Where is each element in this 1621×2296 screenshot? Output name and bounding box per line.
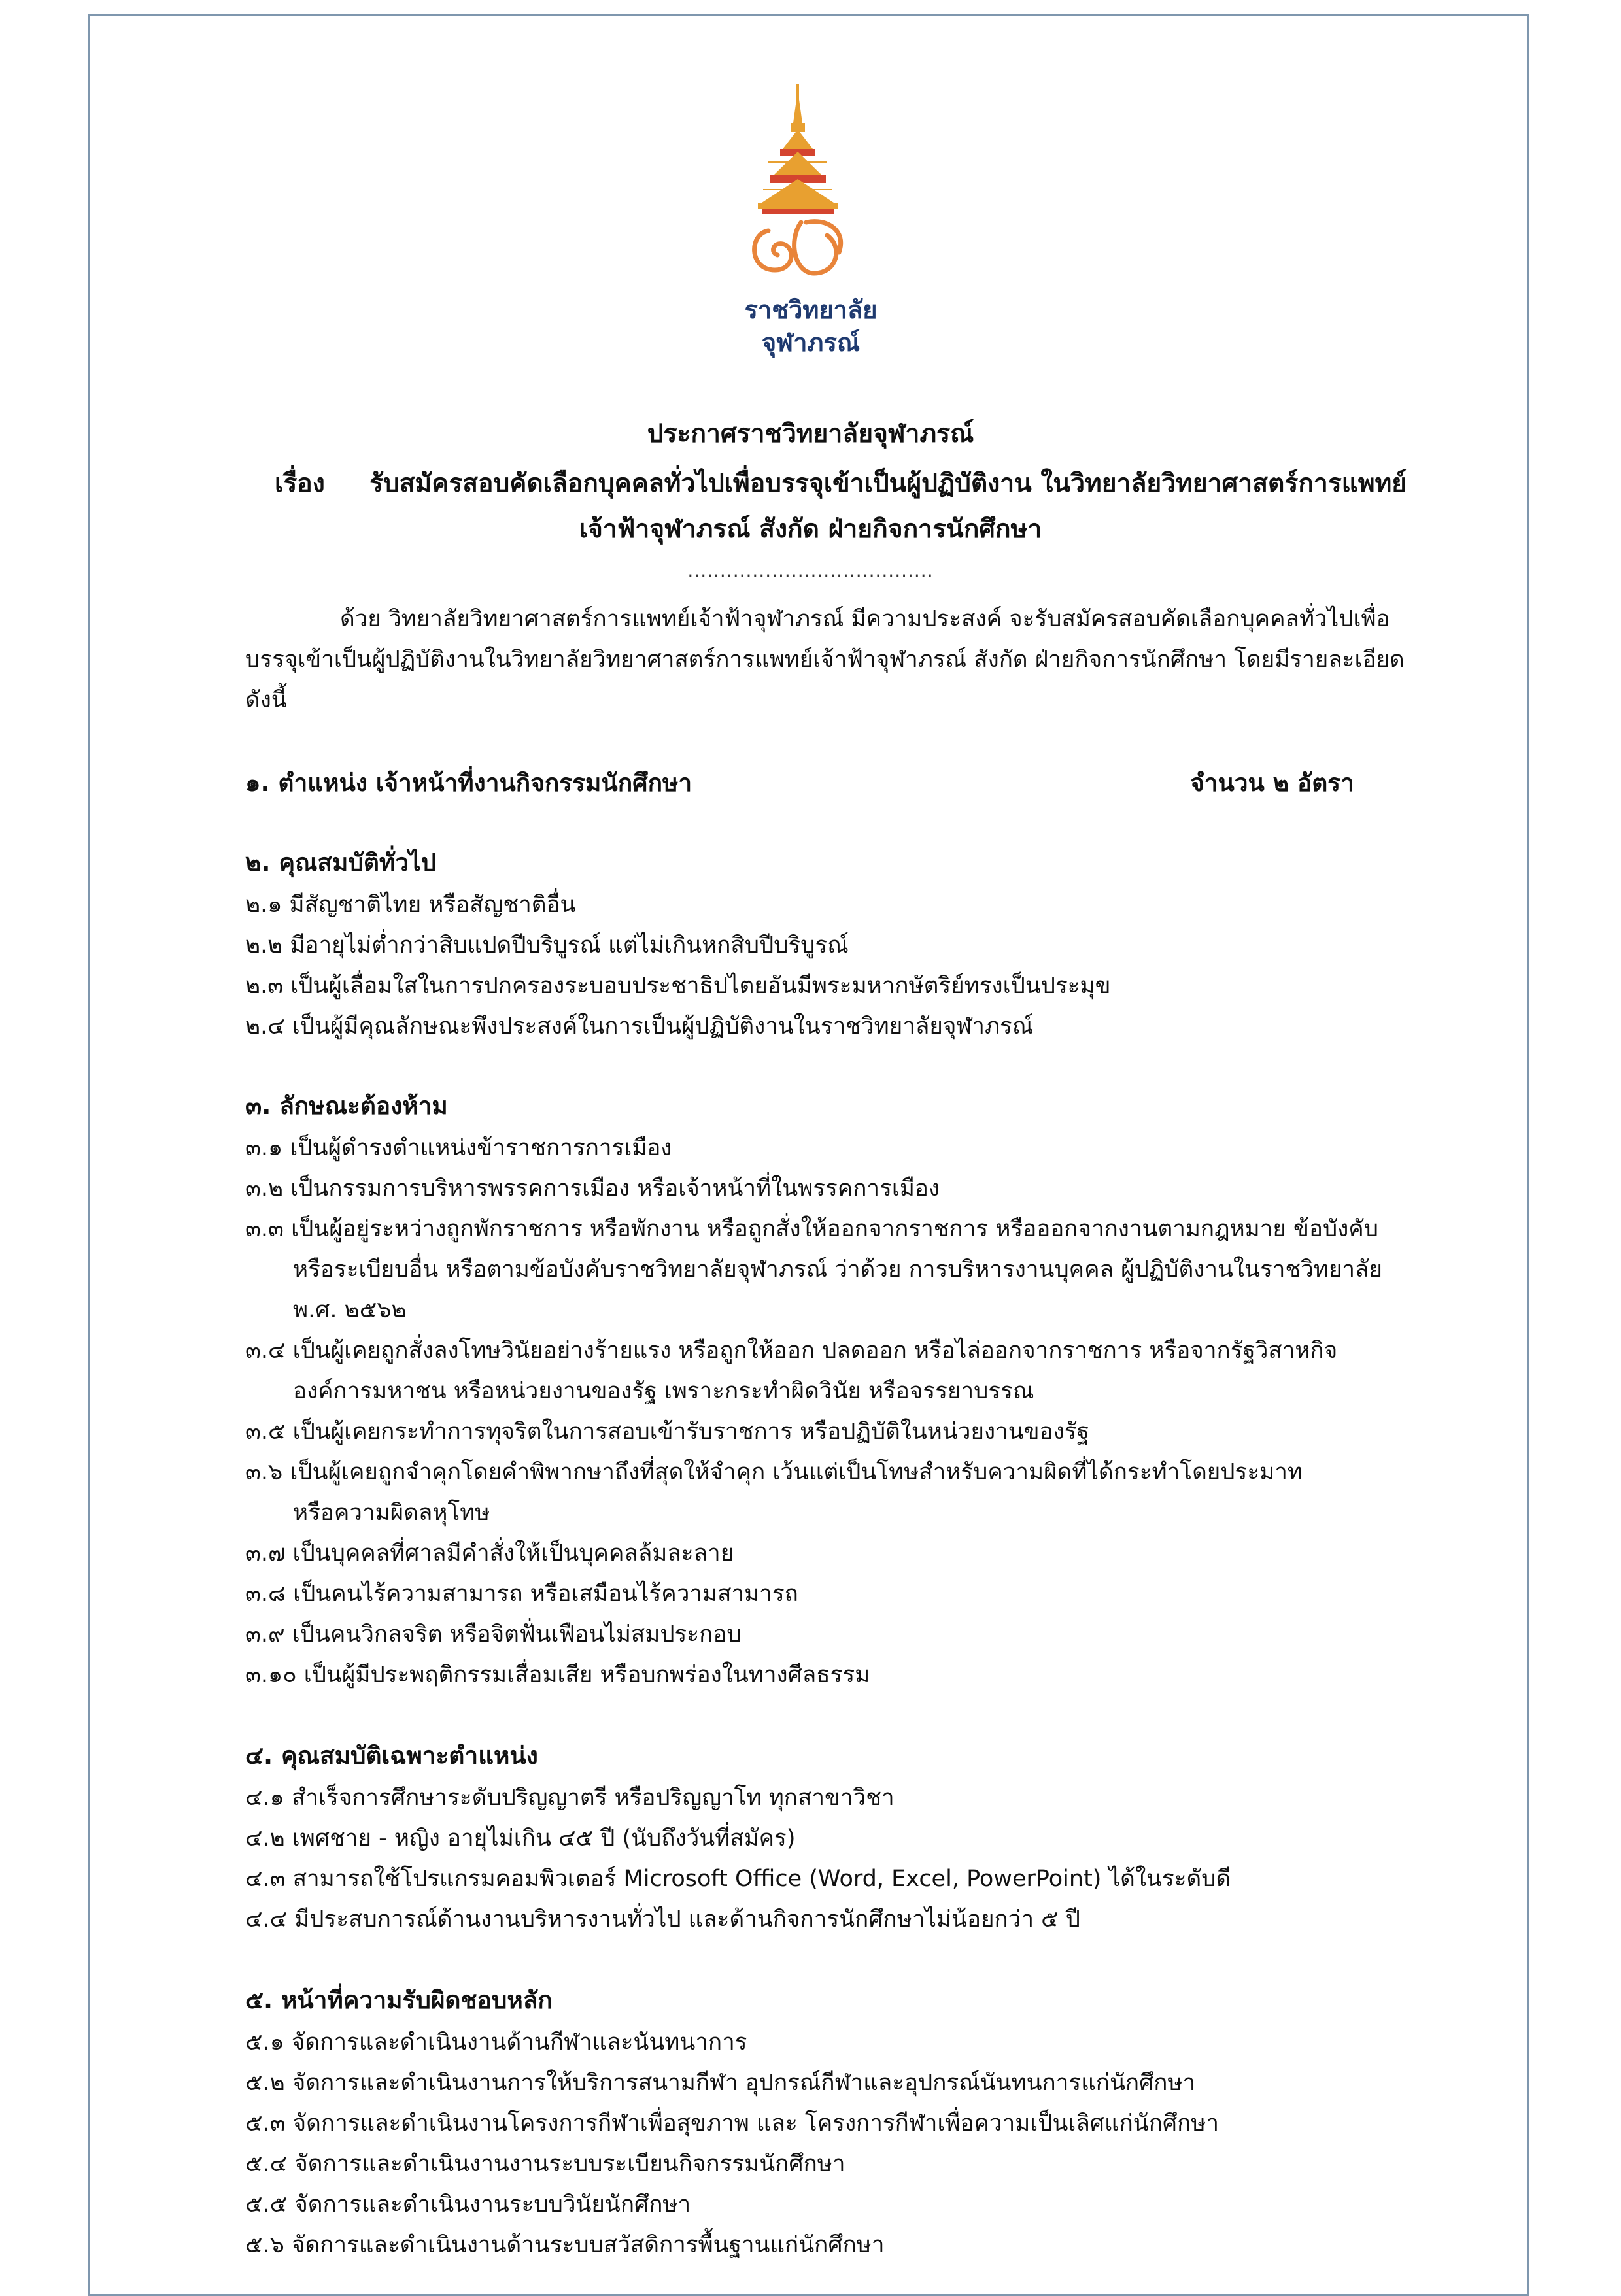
list-item: ๓.๘ เป็นคนไร้ความสามารถ หรือเสมือนไร้ความสามารถ — [245, 1581, 798, 1607]
list-item: ๒.๓ เป็นผู้เลื่อมใสในการปกครองระบอบประชาธิปไตยอันมีพระมหากษัตริย์ทรงเป็นประมุข — [245, 973, 1111, 999]
announcement-title: ประกาศราชวิทยาลัยจุฬาภรณ์ — [647, 419, 974, 448]
list-item: ๕.๑ จัดการและดำเนินงานด้านกีฬาและนันทนาการ — [245, 2029, 747, 2055]
list-item: ๔.๒ เพศชาย - หญิง อายุไม่เกิน ๔๕ ปี (นับถึงวันที่สมัคร) — [245, 1825, 796, 1851]
list-item: ๓.๑๐ เป็นผู้มีประพฤติกรรมเสื่อมเสีย หรือบกพร่องในทางศีลธรรม — [245, 1662, 870, 1688]
list-item-continuation: หรือความผิดลหุโทษ — [293, 1500, 490, 1526]
list-item-continuation: พ.ศ. ๒๕๖๒ — [293, 1297, 407, 1323]
intro-line-1: ด้วย วิทยาลัยวิทยาศาสตร์การแพทย์เจ้าฟ้าจุฬาภรณ์ มีความประสงค์ จะรับสมัครสอบคัดเลือกบุคคลทั่วไปเพื่อ — [340, 606, 1390, 632]
section-title-prohibitions: ๓. ลักษณะต้องห้าม — [245, 1092, 448, 1120]
list-item-continuation: หรือระเบียบอื่น หรือตามข้อบังคับราชวิทยาลัยจุฬาภรณ์ ว่าด้วย การบริหารงานบุคคล ผู้ปฏิบัติงานในราชวิทยาลัย — [293, 1257, 1382, 1283]
list-item: ๕.๒ จัดการและดำเนินงานการให้บริการสนามกีฬา อุปกรณ์กีฬาและอุปกรณ์นันทนการแก่นักศึกษา — [245, 2070, 1196, 2096]
subject-label: เรื่อง — [275, 469, 325, 498]
list-item: ๕.๔ จัดการและดำเนินงานงานระบบระเบียนกิจกรรมนักศึกษา — [245, 2151, 845, 2177]
section-title-specific-qualifications: ๔. คุณสมบัติเฉพาะตำแหน่ง — [245, 1742, 538, 1770]
list-item: ๔.๓ สามารถใช้โปรแกรมคอมพิวเตอร์ Microsoft Office (Word, Excel, PowerPoint) ได้ในระดับดี — [245, 1866, 1231, 1892]
list-item: ๕.๕ จัดการและดำเนินงานระบบวินัยนักศึกษา — [245, 2191, 691, 2218]
list-item: ๓.๗ เป็นบุคคลที่ศาลมีคำสั่งให้เป็นบุคคลล้มละลาย — [245, 1540, 734, 1566]
intro-line-2: บรรจุเข้าเป็นผู้ปฏิบัติงานในวิทยาลัยวิทยาศาสตร์การแพทย์เจ้าฟ้าจุฬาภรณ์ สังกัด ฝ่ายกิจการนักศึกษา โดยมีรายละเอียด — [245, 647, 1405, 673]
logo-name-line1: ราชวิทยาลัย — [744, 295, 878, 324]
position-count: จำนวน ๒ อัตรา — [1190, 769, 1354, 797]
subject-line-1: รับสมัครสอบคัดเลือกบุคคลทั่วไปเพื่อบรรจุเข้าเป็นผู้ปฏิบัติงาน ในวิทยาลัยวิทยาศาสตร์การแพทย์ — [369, 469, 1407, 498]
list-item: ๓.๙ เป็นคนวิกลจริต หรือจิตฟั่นเฟือนไม่สมประกอบ — [245, 1621, 742, 1647]
logo-name-line2: จุฬาภรณ์ — [761, 328, 861, 357]
list-item: ๓.๔ เป็นผู้เคยถูกสั่งลงโทษวินัยอย่างร้ายแรง หรือถูกให้ออก ปลดออก หรือไล่ออกจากราชการ หรือจากรัฐวิสาหกิจ — [245, 1338, 1338, 1364]
college-logo-icon — [723, 84, 873, 280]
list-item: ๔.๔ มีประสบการณ์ด้านงานบริหารงานทั่วไป และด้านกิจการนักศึกษาไม่น้อยกว่า ๕ ปี — [245, 1906, 1080, 1933]
subject-line-2: เจ้าฟ้าจุฬาภรณ์ สังกัด ฝ่ายกิจการนักศึกษา — [579, 515, 1042, 544]
intro-line-3: ดังนี้ — [245, 687, 287, 713]
list-item: ๓.๒ เป็นกรรมการบริหารพรรคการเมือง หรือเจ้าหน้าที่ในพรรคการเมือง — [245, 1175, 940, 1202]
separator-dots: ...................................... — [687, 560, 934, 581]
list-item: ๓.๑ เป็นผู้ดำรงตำแหน่งข้าราชการการเมือง — [245, 1135, 672, 1161]
list-item: ๒.๒ มีอายุไม่ต่ำกว่าสิบแปดปีบริบูรณ์ แต่ไม่เกินหกสิบปีบริบูรณ์ — [245, 932, 849, 958]
section-title-general-qualifications: ๒. คุณสมบัติทั่วไป — [245, 849, 437, 877]
list-item: ๕.๓ จัดการและดำเนินงานโครงการกีฬาเพื่อสุขภาพ และ โครงการกีฬาเพื่อความเป็นเลิศแก่นักศึกษา — [245, 2110, 1220, 2136]
list-item: ๕.๖ จัดการและดำเนินงานด้านระบบสวัสดิการพื้นฐานแก่นักศึกษา — [245, 2232, 885, 2258]
list-item: ๓.๓ เป็นผู้อยู่ระหว่างถูกพักราชการ หรือพักงาน หรือถูกสั่งให้ออกจากราชการ หรือออกจากงานตามกฎหมาย ข้อบังคับ — [245, 1216, 1378, 1242]
section-title-responsibilities: ๕. หน้าที่ความรับผิดชอบหลัก — [245, 1986, 553, 2014]
list-item: ๓.๖ เป็นผู้เคยถูกจำคุกโดยคำพิพากษาถึงที่สุดให้จำคุก เว้นแต่เป็นโทษสำหรับความผิดที่ได้กระทำโดยประมาท — [245, 1459, 1303, 1485]
list-item: ๓.๕ เป็นผู้เคยกระทำการทุจริตในการสอบเข้ารับราชการ หรือปฏิบัติในหน่วยงานของรัฐ — [245, 1419, 1089, 1445]
list-item: ๒.๑ มีสัญชาติไทย หรือสัญชาติอื่น — [245, 892, 576, 918]
list-item: ๔.๑ สำเร็จการศึกษาระดับปริญญาตรี หรือปริญญาโท ทุกสาขาวิชา — [245, 1785, 895, 1811]
position-title: ๑. ตำแหน่ง เจ้าหน้าที่งานกิจกรรมนักศึกษา — [245, 769, 692, 797]
list-item: ๒.๔ เป็นผู้มีคุณลักษณะพึงประสงค์ในการเป็นผู้ปฏิบัติงานในราชวิทยาลัยจุฬาภรณ์ — [245, 1013, 1034, 1039]
list-item-continuation: องค์การมหาชน หรือหน่วยงานของรัฐ เพราะกระทำผิดวินัย หรือจรรยาบรรณ — [293, 1378, 1034, 1404]
